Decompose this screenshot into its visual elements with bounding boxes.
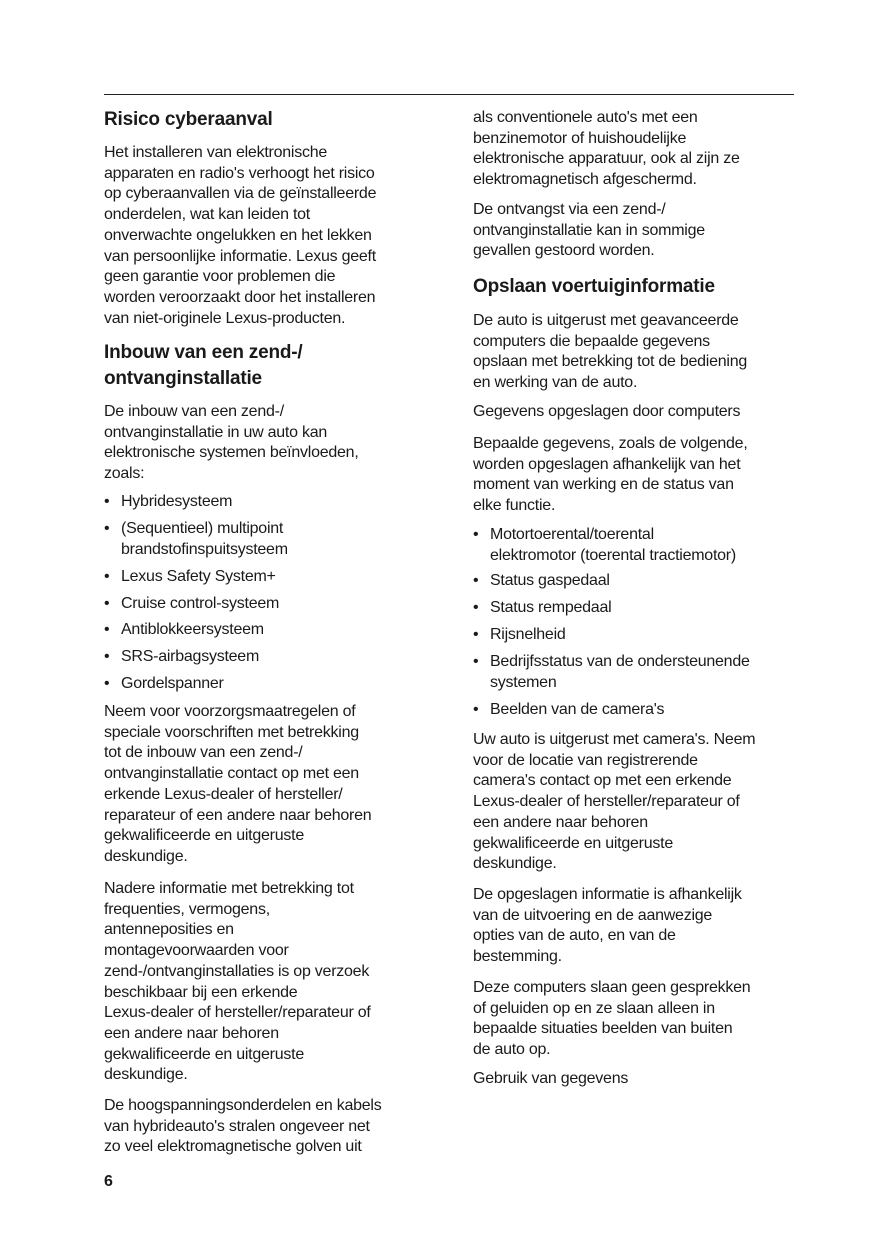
list-item-text: SRS-airbagsysteem <box>121 648 260 665</box>
list-item-text: Antiblokkeersysteem <box>121 621 264 638</box>
paragraph: als conventionele auto's met een benzinemotor of huishoudelijke elektronische apparatuur, ook al zijn ze elektromagnetisch afgeschermd. <box>473 109 740 189</box>
paragraph: Het installeren van elektronische apparaten en radio's verhoogt het risico op cyberaanvallen via de geïnstalleerde onderdelen, wat kan leiden tot onverwachte ongelukken en het lekken van persoonlijke informatie. Lexus geeft geen garantie voor problemen die worden veroorzaakt door het installeren van niet-originele Lexus-producten. <box>104 144 377 327</box>
heading-inbouw-zend-ontvanginstallatie: Inbouw van een zend-/ ontvanginstallatie <box>104 342 303 389</box>
bullet-icon: • <box>104 493 110 510</box>
list-item-text: Lexus Safety System+ <box>121 568 276 585</box>
bullet-icon: • <box>104 621 110 638</box>
list-item-text: (Sequentieel) multipoint brandstofinspuitsysteem <box>121 520 288 558</box>
list-item-text: Gordelspanner <box>121 675 224 692</box>
bullet-icon: • <box>473 572 479 589</box>
paragraph: De opgeslagen informatie is afhankelijk van de uitvoering en de aanwezige opties van de auto, en van de bestemming. <box>473 886 742 966</box>
list-item-text: Rijsnelheid <box>490 626 566 643</box>
bullet-icon: • <box>473 701 479 718</box>
bullet-icon: • <box>104 595 110 612</box>
paragraph: Gebruik van gegevens <box>473 1070 629 1087</box>
list-item-text: Status gaspedaal <box>490 572 610 589</box>
paragraph: Nadere informatie met betrekking tot frequenties, vermogens, antenneposities en montagevoorwaarden voor zend-/ontvanginstallaties is op verzoek beschikbaar bij een erkende Lexus-dealer of hersteller/reparateur of een andere naar behoren gekwalificeerde en uitgeruste deskundige. <box>104 880 371 1084</box>
paragraph: De auto is uitgerust met geavanceerde computers die bepaalde gegevens opslaan met betrekking tot de bediening en werking van de auto. <box>473 312 747 392</box>
list-item-text: Cruise control-systeem <box>121 595 280 612</box>
bullet-icon: • <box>473 653 479 670</box>
list-item-text: Beelden van de camera's <box>490 701 665 718</box>
page-number: 6 <box>104 1173 113 1190</box>
bullet-icon: • <box>104 648 110 665</box>
paragraph: Gegevens opgeslagen door computers <box>473 403 741 420</box>
heading-risico-cyberaanval: Risico cyberaanval <box>104 109 273 130</box>
heading-opslaan-voertuiginformatie: Opslaan voertuiginformatie <box>473 276 715 297</box>
bullet-icon: • <box>104 520 110 537</box>
bullet-icon: • <box>473 599 479 616</box>
list-item-text: Bedrijfsstatus van de ondersteunende systemen <box>490 653 750 691</box>
list-item-text: Hybridesysteem <box>121 493 233 510</box>
paragraph: Bepaalde gegevens, zoals de volgende, worden opgeslagen afhankelijk van het moment van werking en de status van elke functie. <box>473 435 748 515</box>
bullet-icon: • <box>473 526 479 543</box>
paragraph: De hoogspanningsonderdelen en kabels van hybrideauto's stralen ongeveer net zo veel elektromagnetische golven uit <box>104 1097 382 1156</box>
list-item-text: Motortoerental/toerental elektromotor (toerental tractiemotor) <box>490 526 736 564</box>
paragraph: Deze computers slaan geen gesprekken of geluiden op en ze slaan alleen in bepaalde situaties beelden van buiten de auto op. <box>473 979 751 1059</box>
bullet-icon: • <box>473 626 479 643</box>
bullet-icon: • <box>104 675 110 692</box>
paragraph: Uw auto is uitgerust met camera's. Neem voor de locatie van registrerende camera's contact op met een erkende Lexus-dealer of hersteller/reparateur of een andere naar behoren gekwalificeerde en uitgeruste deskundige. <box>473 731 756 873</box>
paragraph: De ontvangst via een zend-/ ontvanginstallatie kan in sommige gevallen gestoord worden. <box>473 201 705 260</box>
list-item-text: Status rempedaal <box>490 599 612 616</box>
paragraph: De inbouw van een zend-/ ontvanginstallatie in uw auto kan elektronische systemen beïnvloeden, zoals: <box>104 403 359 483</box>
bullet-icon: • <box>104 568 110 585</box>
paragraph: Neem voor voorzorgsmaatregelen of speciale voorschriften met betrekking tot de inbouw van een zend-/ ontvanginstallatie contact op met een erkende Lexus-dealer of hersteller/ reparateur of een andere naar behoren gekwalificeerde en uitgeruste deskundige. <box>104 703 372 865</box>
top-rule <box>104 94 794 95</box>
